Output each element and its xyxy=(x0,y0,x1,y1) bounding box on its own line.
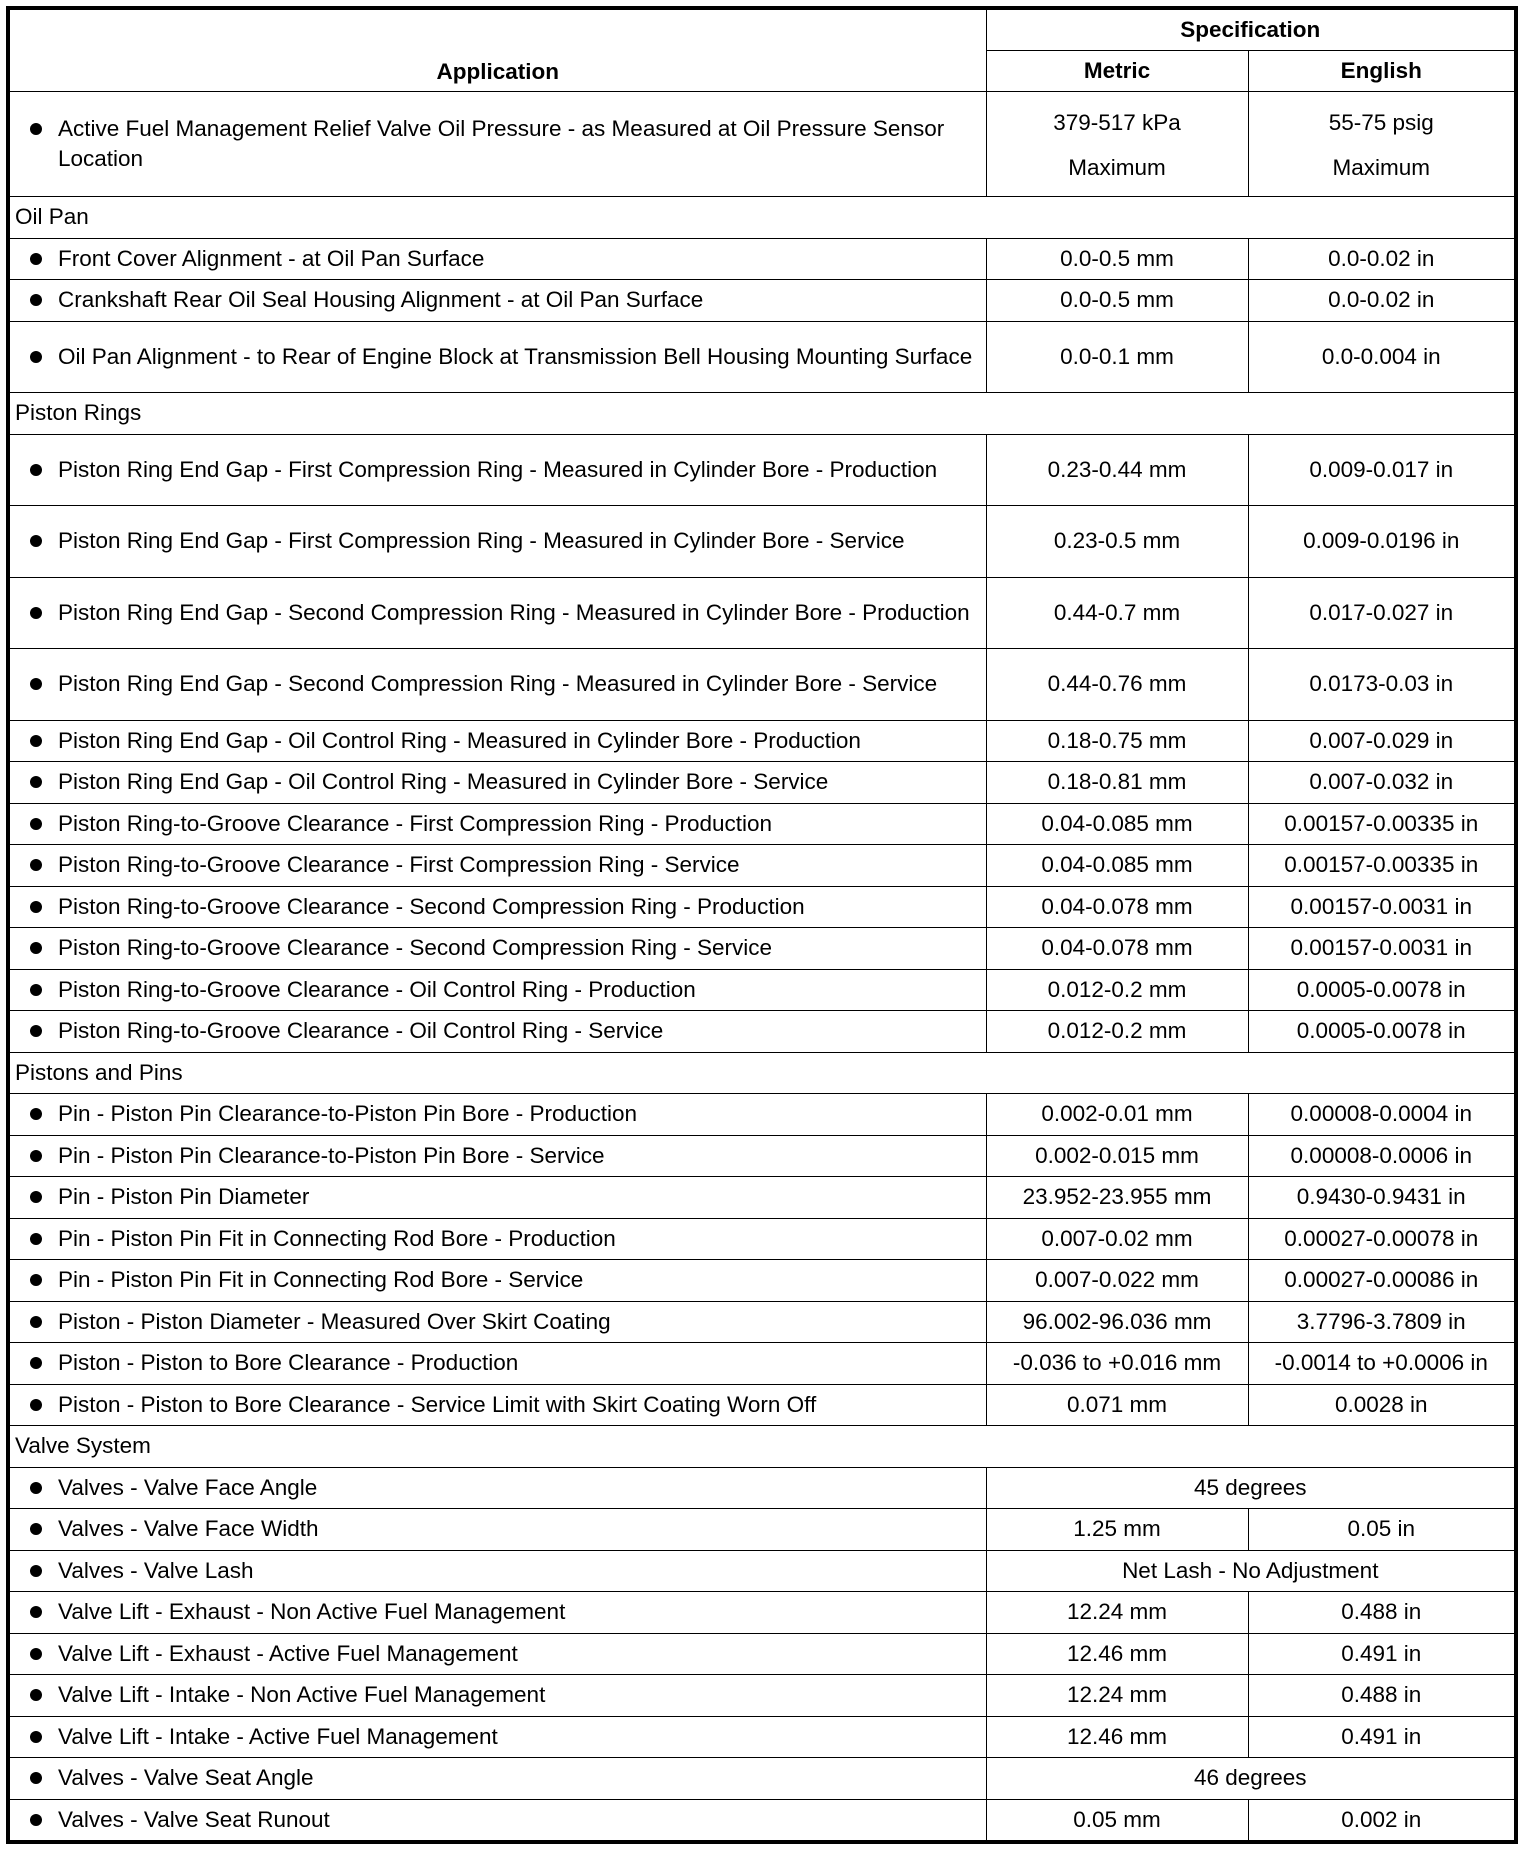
metric-cell: 12.24 mm xyxy=(986,1675,1248,1717)
application-cell xyxy=(8,720,986,762)
metric-cell: 0.002-0.01 mm xyxy=(986,1094,1248,1136)
table-row xyxy=(8,1218,1516,1260)
application-text: Piston Ring-to-Groove Clearance - Second Compression Ring - Service xyxy=(58,935,773,961)
table-row xyxy=(8,720,1516,762)
table-row xyxy=(8,1592,1516,1634)
metric-cell: 0.007-0.02 mm xyxy=(986,1218,1248,1260)
list-item xyxy=(30,1556,978,1586)
english-cell: 0.0-0.004 in xyxy=(1248,321,1516,393)
application-text: Valve Lift - Intake - Active Fuel Management xyxy=(58,1723,498,1749)
list-item xyxy=(30,669,978,699)
application-cell xyxy=(8,92,986,197)
list-item xyxy=(30,1639,978,1669)
application-cell xyxy=(8,1675,986,1717)
english-cell: 0.488 in xyxy=(1248,1675,1516,1717)
application-cell xyxy=(8,1135,986,1177)
bullet-icon xyxy=(30,984,42,996)
application-text: Piston Ring End Gap - Second Compression Ring - Measured in Cylinder Bore - Production xyxy=(58,599,970,625)
english-cell: 0.0005-0.0078 in xyxy=(1248,1011,1516,1053)
metric-cell: 0.007-0.022 mm xyxy=(986,1260,1248,1302)
application-cell xyxy=(8,1301,986,1343)
application-text: Valves - Valve Face Angle xyxy=(58,1474,318,1500)
application-cell xyxy=(8,649,986,721)
english-cell: 0.00008-0.0004 in xyxy=(1248,1094,1516,1136)
application-cell xyxy=(8,886,986,928)
metric-cell: 0.0-0.5 mm xyxy=(986,238,1248,280)
application-cell xyxy=(8,1177,986,1219)
metric-cell: 0.002-0.015 mm xyxy=(986,1135,1248,1177)
list-item xyxy=(30,1680,978,1710)
list-item xyxy=(30,1348,978,1378)
bullet-icon xyxy=(30,678,42,690)
table-row xyxy=(8,1633,1516,1675)
table-row xyxy=(8,1343,1516,1385)
list-item xyxy=(30,1141,978,1171)
application-text: Valve Lift - Intake - Non Active Fuel Management xyxy=(58,1682,546,1708)
bullet-icon xyxy=(30,1399,42,1411)
bullet-icon xyxy=(30,123,42,135)
table-row xyxy=(8,1135,1516,1177)
metric-cell: 96.002-96.036 mm xyxy=(986,1301,1248,1343)
english-cell: 0.0005-0.0078 in xyxy=(1248,969,1516,1011)
list-item xyxy=(30,850,978,880)
application-cell xyxy=(8,969,986,1011)
metric-cell: 0.0-0.5 mm xyxy=(986,280,1248,322)
list-item xyxy=(30,1182,978,1212)
application-text: Pin - Piston Pin Fit in Connecting Rod Bore - Production xyxy=(58,1225,616,1251)
application-text: Valves - Valve Face Width xyxy=(58,1516,319,1542)
list-item xyxy=(30,1473,978,1503)
table-row xyxy=(8,845,1516,887)
list-item xyxy=(30,767,978,797)
table-row xyxy=(8,92,1516,197)
metric-cell: 0.0-0.1 mm xyxy=(986,321,1248,393)
metric-cell: 0.04-0.078 mm xyxy=(986,886,1248,928)
section-row xyxy=(8,1052,1516,1094)
english-cell: 0.0173-0.03 in xyxy=(1248,649,1516,721)
metric-cell: 0.05 mm xyxy=(986,1799,1248,1842)
list-item xyxy=(30,1763,978,1793)
bullet-icon xyxy=(30,1191,42,1203)
metric-cell: 0.012-0.2 mm xyxy=(986,969,1248,1011)
application-text: Piston Ring-to-Groove Clearance - Second Compression Ring - Production xyxy=(58,893,805,919)
english-cell: 0.491 in xyxy=(1248,1633,1516,1675)
table-row xyxy=(8,762,1516,804)
section-row xyxy=(8,1426,1516,1468)
metric-cell: 0.04-0.085 mm xyxy=(986,845,1248,887)
application-cell xyxy=(8,1716,986,1758)
metric-cell: 0.071 mm xyxy=(986,1384,1248,1426)
application-text: Valves - Valve Seat Angle xyxy=(58,1765,314,1791)
application-cell xyxy=(8,762,986,804)
application-text: Oil Pan Alignment - to Rear of Engine Block at Transmission Bell Housing Mounting Surface xyxy=(58,343,973,369)
table-row xyxy=(8,1799,1516,1842)
application-cell xyxy=(8,1384,986,1426)
combined-spec-cell: 45 degrees xyxy=(986,1467,1516,1509)
bullet-icon xyxy=(30,351,42,363)
metric-cell: 0.04-0.085 mm xyxy=(986,803,1248,845)
application-cell xyxy=(8,1094,986,1136)
bullet-icon xyxy=(30,1108,42,1120)
application-text: Pin - Piston Pin Diameter xyxy=(58,1184,310,1210)
bullet-icon xyxy=(30,735,42,747)
section-title: Valve System xyxy=(8,1426,1516,1468)
application-text: Piston Ring-to-Groove Clearance - Oil Control Ring - Service xyxy=(58,1018,664,1044)
table-row xyxy=(8,1011,1516,1053)
application-cell xyxy=(8,577,986,649)
bullet-icon xyxy=(30,1565,42,1577)
bullet-icon xyxy=(30,607,42,619)
bullet-icon xyxy=(30,1316,42,1328)
list-item xyxy=(30,726,978,756)
application-text: Valves - Valve Lash xyxy=(58,1557,254,1583)
metric-cell: -0.036 to +0.016 mm xyxy=(986,1343,1248,1385)
table-row xyxy=(8,1758,1516,1800)
bullet-icon xyxy=(30,1648,42,1660)
bullet-icon xyxy=(30,253,42,265)
table-row xyxy=(8,969,1516,1011)
bullet-icon xyxy=(30,1025,42,1037)
english-cell: 0.488 in xyxy=(1248,1592,1516,1634)
table-row xyxy=(8,803,1516,845)
english-cell: 0.00157-0.00335 in xyxy=(1248,803,1516,845)
english-cell: 0.017-0.027 in xyxy=(1248,577,1516,649)
application-text: Pin - Piston Pin Fit in Connecting Rod Bore - Service xyxy=(58,1267,584,1293)
application-cell xyxy=(8,928,986,970)
bullet-icon xyxy=(30,1274,42,1286)
english-cell: 0.0-0.02 in xyxy=(1248,238,1516,280)
table-row xyxy=(8,1550,1516,1592)
english-cell: 0.007-0.032 in xyxy=(1248,762,1516,804)
application-text: Piston Ring End Gap - Oil Control Ring - Measured in Cylinder Bore - Production xyxy=(58,727,861,753)
application-cell xyxy=(8,1592,986,1634)
table-row xyxy=(8,1509,1516,1551)
metric-cell: 12.24 mm xyxy=(986,1592,1248,1634)
table-row xyxy=(8,1467,1516,1509)
english-cell: 0.491 in xyxy=(1248,1716,1516,1758)
application-cell xyxy=(8,1509,986,1551)
list-item xyxy=(30,933,978,963)
list-item xyxy=(30,1307,978,1337)
application-text: Piston Ring End Gap - First Compression Ring - Measured in Cylinder Bore - Production xyxy=(58,456,938,482)
application-cell xyxy=(8,1550,986,1592)
table-row xyxy=(8,1260,1516,1302)
section-row xyxy=(8,197,1516,239)
list-item xyxy=(30,809,978,839)
application-cell xyxy=(8,506,986,578)
application-cell xyxy=(8,238,986,280)
bullet-icon xyxy=(30,1150,42,1162)
english-cell: 0.0-0.02 in xyxy=(1248,280,1516,322)
application-text: Valves - Valve Seat Runout xyxy=(58,1806,330,1832)
bullet-icon xyxy=(30,776,42,788)
table-row xyxy=(8,886,1516,928)
application-header: Application xyxy=(8,8,986,92)
table-row xyxy=(8,577,1516,649)
list-item xyxy=(30,1805,978,1835)
combined-spec-cell: Net Lash - No Adjustment xyxy=(986,1550,1516,1592)
bullet-icon xyxy=(30,1523,42,1535)
bullet-icon xyxy=(30,1772,42,1784)
list-item xyxy=(30,1722,978,1752)
table-row xyxy=(8,1716,1516,1758)
application-text: Front Cover Alignment - at Oil Pan Surface xyxy=(58,245,485,271)
list-item xyxy=(30,285,978,315)
english-cell: -0.0014 to +0.0006 in xyxy=(1248,1343,1516,1385)
bullet-icon xyxy=(30,294,42,306)
metric-value: 379-517 kPa xyxy=(1053,110,1181,135)
english-cell: 0.00027-0.00078 in xyxy=(1248,1218,1516,1260)
english-cell: 0.00157-0.0031 in xyxy=(1248,928,1516,970)
section-title: Pistons and Pins xyxy=(8,1052,1516,1094)
english-cell: 0.00008-0.0006 in xyxy=(1248,1135,1516,1177)
metric-cell: 0.44-0.7 mm xyxy=(986,577,1248,649)
application-cell xyxy=(8,1633,986,1675)
list-item xyxy=(30,1099,978,1129)
bullet-icon xyxy=(30,464,42,476)
english-cell: 3.7796-3.7809 in xyxy=(1248,1301,1516,1343)
bullet-icon xyxy=(30,1233,42,1245)
list-item xyxy=(30,1224,978,1254)
application-text: Active Fuel Management Relief Valve Oil Pressure - as Measured at Oil Pressure Sensor Location xyxy=(58,116,945,171)
application-cell xyxy=(8,434,986,506)
metric-cell: 0.012-0.2 mm xyxy=(986,1011,1248,1053)
bullet-icon xyxy=(30,859,42,871)
application-text: Valve Lift - Exhaust - Non Active Fuel Management xyxy=(58,1599,566,1625)
table-row xyxy=(8,238,1516,280)
english-value: 55-75 psig xyxy=(1328,110,1434,135)
application-cell xyxy=(8,1218,986,1260)
application-cell xyxy=(8,280,986,322)
specification-table xyxy=(6,6,1518,1844)
list-item xyxy=(30,114,978,174)
application-cell xyxy=(8,1799,986,1842)
table-row xyxy=(8,280,1516,322)
english-cell: 0.002 in xyxy=(1248,1799,1516,1842)
metric-cell: 0.18-0.75 mm xyxy=(986,720,1248,762)
application-cell xyxy=(8,1011,986,1053)
english-cell: 0.0028 in xyxy=(1248,1384,1516,1426)
list-item xyxy=(30,244,978,274)
english-cell: 0.00157-0.0031 in xyxy=(1248,886,1516,928)
table-row xyxy=(8,1675,1516,1717)
metric-cell xyxy=(986,92,1248,197)
bullet-icon xyxy=(30,942,42,954)
list-item xyxy=(30,892,978,922)
bullet-icon xyxy=(30,1731,42,1743)
list-item xyxy=(30,526,978,556)
table-row xyxy=(8,649,1516,721)
list-item xyxy=(30,975,978,1005)
application-cell xyxy=(8,1758,986,1800)
bullet-icon xyxy=(30,1606,42,1618)
table-row xyxy=(8,1177,1516,1219)
application-text: Piston - Piston to Bore Clearance - Production xyxy=(58,1350,519,1376)
table-row xyxy=(8,434,1516,506)
application-text: Piston Ring End Gap - Oil Control Ring - Measured in Cylinder Bore - Service xyxy=(58,769,829,795)
application-cell xyxy=(8,1467,986,1509)
english-cell xyxy=(1248,92,1516,197)
list-item xyxy=(30,1597,978,1627)
metric-header: Metric xyxy=(986,51,1248,92)
application-text: Crankshaft Rear Oil Seal Housing Alignment - at Oil Pan Surface xyxy=(58,287,704,313)
section-title: Oil Pan xyxy=(8,197,1516,239)
list-item xyxy=(30,1265,978,1295)
metric-cell: 0.18-0.81 mm xyxy=(986,762,1248,804)
application-cell xyxy=(8,845,986,887)
application-text: Pin - Piston Pin Clearance-to-Piston Pin Bore - Production xyxy=(58,1101,638,1127)
application-text: Valve Lift - Exhaust - Active Fuel Management xyxy=(58,1640,518,1666)
application-text: Pin - Piston Pin Clearance-to-Piston Pin Bore - Service xyxy=(58,1142,605,1168)
bullet-icon xyxy=(30,1482,42,1494)
metric-cell: 0.23-0.5 mm xyxy=(986,506,1248,578)
application-text: Piston Ring-to-Groove Clearance - First Compression Ring - Production xyxy=(58,810,773,836)
application-text: Piston Ring-to-Groove Clearance - First Compression Ring - Service xyxy=(58,852,740,878)
list-item xyxy=(30,1016,978,1046)
list-item xyxy=(30,1514,978,1544)
application-cell xyxy=(8,321,986,393)
bullet-icon xyxy=(30,1689,42,1701)
application-cell xyxy=(8,803,986,845)
list-item xyxy=(30,1390,978,1420)
table-body xyxy=(8,92,1516,1843)
application-text: Piston - Piston to Bore Clearance - Service Limit with Skirt Coating Worn Off xyxy=(58,1391,817,1417)
combined-spec-cell: 46 degrees xyxy=(986,1758,1516,1800)
english-note: Maximum xyxy=(1332,155,1431,180)
bullet-icon xyxy=(30,1357,42,1369)
table-row xyxy=(8,1094,1516,1136)
bullet-icon xyxy=(30,901,42,913)
english-cell: 0.00027-0.00086 in xyxy=(1248,1260,1516,1302)
bullet-icon xyxy=(30,535,42,547)
table-row xyxy=(8,1384,1516,1426)
english-header: English xyxy=(1248,51,1516,92)
english-cell: 0.00157-0.00335 in xyxy=(1248,845,1516,887)
table-row xyxy=(8,928,1516,970)
list-item xyxy=(30,455,978,485)
application-text: Piston Ring End Gap - First Compression Ring - Measured in Cylinder Bore - Service xyxy=(58,528,905,554)
application-text: Piston - Piston Diameter - Measured Over Skirt Coating xyxy=(58,1308,611,1334)
metric-note: Maximum xyxy=(1068,155,1166,180)
specification-header: Specification xyxy=(986,8,1516,51)
section-title: Piston Rings xyxy=(8,393,1516,435)
application-text: Piston Ring End Gap - Second Compression Ring - Measured in Cylinder Bore - Service xyxy=(58,671,938,697)
metric-cell: 23.952-23.955 mm xyxy=(986,1177,1248,1219)
list-item xyxy=(30,342,978,372)
list-item xyxy=(30,598,978,628)
application-text: Piston Ring-to-Groove Clearance - Oil Control Ring - Production xyxy=(58,976,696,1002)
metric-cell: 0.44-0.76 mm xyxy=(986,649,1248,721)
english-cell: 0.05 in xyxy=(1248,1509,1516,1551)
metric-cell: 0.04-0.078 mm xyxy=(986,928,1248,970)
bullet-icon xyxy=(30,818,42,830)
english-cell: 0.007-0.029 in xyxy=(1248,720,1516,762)
table-row xyxy=(8,321,1516,393)
application-cell xyxy=(8,1260,986,1302)
table-row xyxy=(8,506,1516,578)
metric-cell: 0.23-0.44 mm xyxy=(986,434,1248,506)
english-cell: 0.9430-0.9431 in xyxy=(1248,1177,1516,1219)
section-row xyxy=(8,393,1516,435)
application-cell xyxy=(8,1343,986,1385)
table-row xyxy=(8,1301,1516,1343)
metric-cell: 12.46 mm xyxy=(986,1633,1248,1675)
english-cell: 0.009-0.0196 in xyxy=(1248,506,1516,578)
english-cell: 0.009-0.017 in xyxy=(1248,434,1516,506)
bullet-icon xyxy=(30,1814,42,1826)
metric-cell: 12.46 mm xyxy=(986,1716,1248,1758)
metric-cell: 1.25 mm xyxy=(986,1509,1248,1551)
